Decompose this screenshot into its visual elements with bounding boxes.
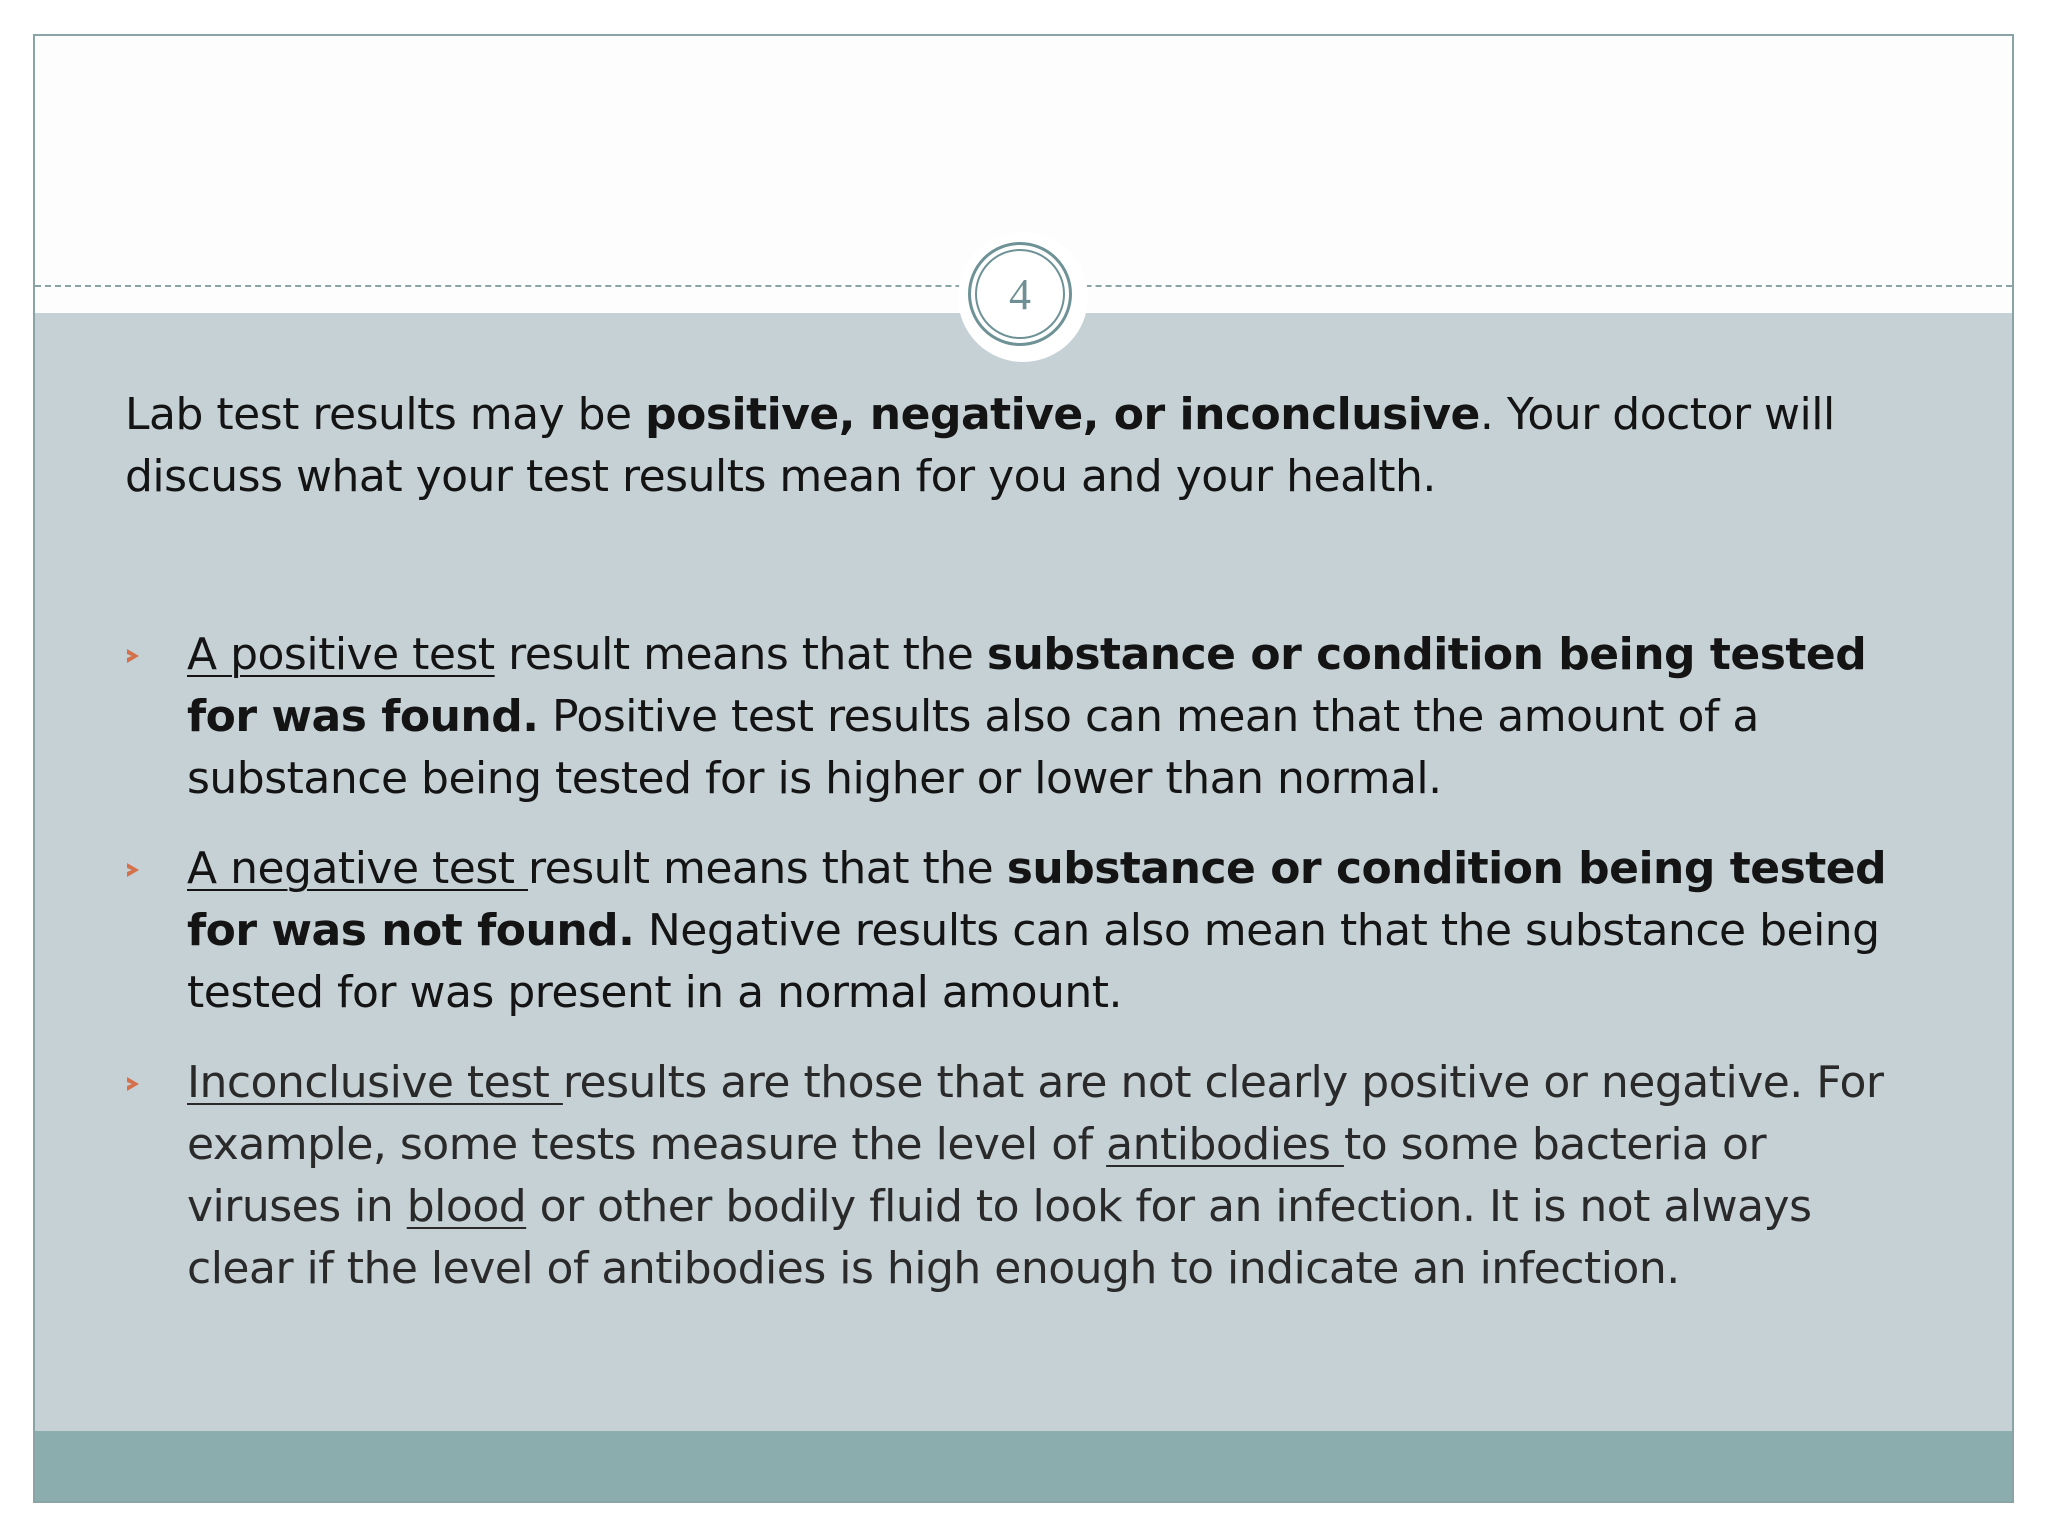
list-item-inconclusive: [125, 1052, 1925, 1300]
inconclusive-test-link[interactable]: Inconclusive test: [187, 1057, 563, 1108]
results-list: [125, 624, 1925, 1328]
blood-link[interactable]: blood: [406, 1181, 527, 1232]
positive-text-1: result means that the: [494, 629, 987, 680]
arrow-bullet-icon: [127, 649, 139, 663]
positive-bold: substance or condition being tested for was found.: [187, 629, 1867, 742]
intro-bold: positive, negative, or inconclusive: [645, 389, 1480, 440]
list-item-negative: [125, 838, 1925, 1024]
antibodies-link[interactable]: antibodies: [1106, 1119, 1344, 1170]
list-item-positive: [125, 624, 1925, 810]
inconclusive-text-2: to some bacteria or viruses in: [187, 1119, 1767, 1232]
slide-number-badge: [958, 232, 1088, 362]
negative-test-link[interactable]: A negative test: [187, 843, 528, 894]
arrow-bullet-icon: [127, 1077, 139, 1091]
intro-paragraph: [125, 384, 1925, 508]
inconclusive-text-1: results are those that are not clearly positive or negative. For example, some tests measure the level of: [187, 1057, 1884, 1170]
inconclusive-text-3: or other bodily fluid to look for an infection. It is not always clear if the level of antibodies is high enough to indicate an infection.: [187, 1181, 1812, 1294]
negative-bold: substance or condition being tested for was not found.: [187, 843, 1887, 956]
intro-lead: Lab test results may be: [125, 389, 646, 440]
arrow-bullet-icon: [127, 863, 139, 877]
intro-rest: . Your doctor will discuss what your test results mean for you and your health.: [125, 389, 1835, 502]
negative-text-2: Negative results can also mean that the substance being tested for was present in a normal amount.: [187, 905, 1880, 1018]
negative-text-1: result means that the: [528, 843, 1007, 894]
footer-band: [35, 1431, 2012, 1503]
slide: [33, 34, 2014, 1503]
slide-number: 4: [975, 249, 1065, 339]
positive-test-link[interactable]: A positive test: [187, 629, 495, 680]
positive-text-2: Positive test results also can mean that the amount of a substance being tested for is higher or lower than normal.: [187, 691, 1759, 804]
